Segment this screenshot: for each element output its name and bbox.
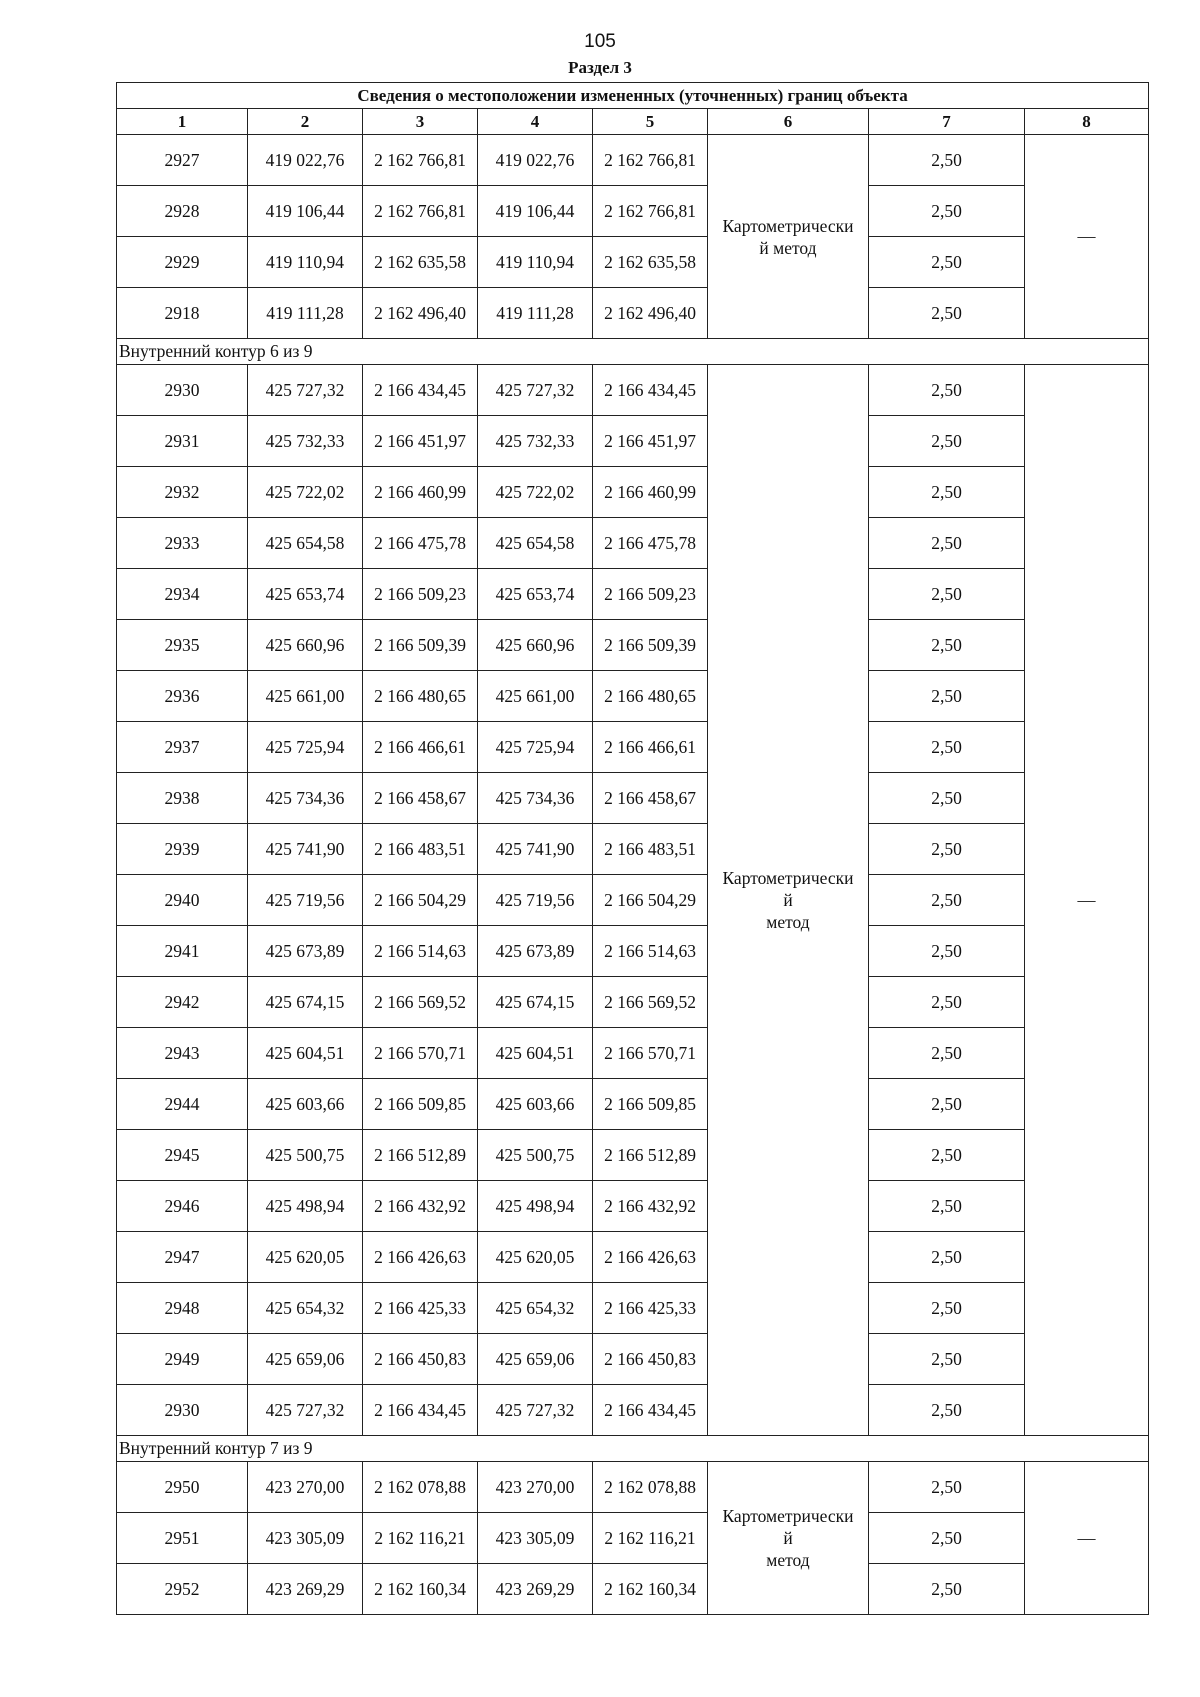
table-cell: 2,50 (869, 824, 1025, 875)
table-cell: 2 166 509,23 (363, 569, 478, 620)
table-cell: 2945 (117, 1130, 248, 1181)
table-cell: 2,50 (869, 1079, 1025, 1130)
table-cell: 2,50 (869, 1385, 1025, 1436)
table-cell: 2935 (117, 620, 248, 671)
table-cell: 2952 (117, 1564, 248, 1615)
table-cell: 425 654,32 (248, 1283, 363, 1334)
table-row (117, 467, 1149, 518)
table-cell: 2 166 480,65 (363, 671, 478, 722)
table-cell: 2,50 (869, 518, 1025, 569)
table-cell: 2942 (117, 977, 248, 1028)
table-cell: 425 725,94 (478, 722, 593, 773)
table-cell: 2 162 635,58 (363, 237, 478, 288)
table-cell: 2 162 116,21 (363, 1513, 478, 1564)
table-cell: 2936 (117, 671, 248, 722)
table-cell: 2950 (117, 1462, 248, 1513)
column-header: 7 (869, 109, 1025, 135)
table-row (117, 1513, 1149, 1564)
table-cell: 2,50 (869, 186, 1025, 237)
method-cell (708, 1462, 869, 1615)
table-cell: 2943 (117, 1028, 248, 1079)
table-cell: 2 166 514,63 (593, 926, 708, 977)
table-cell: 425 498,94 (248, 1181, 363, 1232)
table-cell: 2 166 483,51 (363, 824, 478, 875)
table-cell: 2 166 460,99 (593, 467, 708, 518)
column-header: 5 (593, 109, 708, 135)
table-cell: 2 166 509,85 (593, 1079, 708, 1130)
table-cell: 2 166 434,45 (593, 365, 708, 416)
table-cell: 2 162 078,88 (593, 1462, 708, 1513)
table-cell: 425 722,02 (478, 467, 593, 518)
table-cell: 2 166 432,92 (363, 1181, 478, 1232)
table-cell: 425 734,36 (478, 773, 593, 824)
table-cell: 2 166 434,45 (363, 1385, 478, 1436)
table-cell: 2929 (117, 237, 248, 288)
table-cell: 423 305,09 (478, 1513, 593, 1564)
table-cell: 2944 (117, 1079, 248, 1130)
table-cell: 425 654,32 (478, 1283, 593, 1334)
table-cell: 425 725,94 (248, 722, 363, 773)
table-row (117, 620, 1149, 671)
table-cell: 2,50 (869, 288, 1025, 339)
table-cell: 2,50 (869, 416, 1025, 467)
contour-row (117, 339, 1149, 365)
table-cell: 425 604,51 (248, 1028, 363, 1079)
method-cell (708, 135, 869, 339)
table-cell: 425 661,00 (248, 671, 363, 722)
column-header: 2 (248, 109, 363, 135)
table-cell: 2,50 (869, 467, 1025, 518)
table-cell: 2 166 504,29 (593, 875, 708, 926)
table-cell: 2 166 425,33 (593, 1283, 708, 1334)
table-row (117, 875, 1149, 926)
table-row (117, 1283, 1149, 1334)
table-cell: 425 673,89 (478, 926, 593, 977)
table-cell: 2,50 (869, 1334, 1025, 1385)
table-row (117, 1564, 1149, 1615)
table-cell: 425 722,02 (248, 467, 363, 518)
table-cell: 425 719,56 (478, 875, 593, 926)
table-cell: 2 166 451,97 (593, 416, 708, 467)
table-cell: 2,50 (869, 1283, 1025, 1334)
table-cell: 2 166 509,23 (593, 569, 708, 620)
table-cell: 2 162 766,81 (363, 186, 478, 237)
table-cell: 2941 (117, 926, 248, 977)
table-cell: 2 166 509,85 (363, 1079, 478, 1130)
table-cell: 2,50 (869, 569, 1025, 620)
note-cell: — (1025, 365, 1149, 1436)
table-cell: 423 270,00 (248, 1462, 363, 1513)
table-cell: 2930 (117, 365, 248, 416)
table-cell: 2 166 460,99 (363, 467, 478, 518)
contour-label: Внутренний контур 7 из 9 (117, 1436, 1149, 1462)
table-cell: 2918 (117, 288, 248, 339)
table-cell: 425 660,96 (478, 620, 593, 671)
table-row (117, 977, 1149, 1028)
table-cell: 2 166 434,45 (593, 1385, 708, 1436)
table-body (117, 135, 1149, 1615)
table-row (117, 288, 1149, 339)
table-cell: 425 732,33 (478, 416, 593, 467)
table-cell: 425 741,90 (248, 824, 363, 875)
table-cell: 419 022,76 (248, 135, 363, 186)
table-cell: 425 719,56 (248, 875, 363, 926)
table-cell: 2949 (117, 1334, 248, 1385)
column-header: 6 (708, 109, 869, 135)
table-cell: 2 162 766,81 (593, 186, 708, 237)
table-row (117, 518, 1149, 569)
table-cell: 2 166 425,33 (363, 1283, 478, 1334)
table-cell: 2,50 (869, 773, 1025, 824)
table-cell: 2931 (117, 416, 248, 467)
table-cell: 425 659,06 (478, 1334, 593, 1385)
table-row (117, 1385, 1149, 1436)
table-cell: 2 166 483,51 (593, 824, 708, 875)
table-cell: 2 166 509,39 (363, 620, 478, 671)
table-cell: 2 166 514,63 (363, 926, 478, 977)
table-row (117, 824, 1149, 875)
table-cell: 423 305,09 (248, 1513, 363, 1564)
table-row (117, 671, 1149, 722)
table-cell: 2 166 426,63 (593, 1232, 708, 1283)
table-cell: 2946 (117, 1181, 248, 1232)
table-cell: 425 741,90 (478, 824, 593, 875)
table-cell: 2 162 496,40 (593, 288, 708, 339)
table-cell: 2,50 (869, 1462, 1025, 1513)
table-cell: 419 110,94 (248, 237, 363, 288)
note-cell: — (1025, 1462, 1149, 1615)
table-cell: 2,50 (869, 1028, 1025, 1079)
table-row (117, 1130, 1149, 1181)
table-cell: 425 674,15 (478, 977, 593, 1028)
contour-row (117, 1436, 1149, 1462)
table-cell: 2 162 116,21 (593, 1513, 708, 1564)
table-cell: 2 166 480,65 (593, 671, 708, 722)
table-cell: 425 661,00 (478, 671, 593, 722)
page-number: 105 (584, 31, 616, 52)
table-cell: 2 166 432,92 (593, 1181, 708, 1232)
table-cell: 2948 (117, 1283, 248, 1334)
table-cell: 425 674,15 (248, 977, 363, 1028)
table-cell: 2933 (117, 518, 248, 569)
table-cell: 423 270,00 (478, 1462, 593, 1513)
table-cell: 2,50 (869, 1130, 1025, 1181)
table-cell: 425 498,94 (478, 1181, 593, 1232)
table-cell: 425 603,66 (478, 1079, 593, 1130)
table-row (117, 569, 1149, 620)
table-cell: 2 166 569,52 (593, 977, 708, 1028)
table-row (117, 773, 1149, 824)
table-row (117, 1028, 1149, 1079)
table-cell: 2 162 766,81 (593, 135, 708, 186)
column-header: 1 (117, 109, 248, 135)
column-header-row (117, 109, 1149, 135)
table-cell: 2,50 (869, 926, 1025, 977)
table-cell: 2947 (117, 1232, 248, 1283)
table-cell: 425 659,06 (248, 1334, 363, 1385)
table-cell: 2 166 450,83 (593, 1334, 708, 1385)
table-cell: 425 727,32 (248, 1385, 363, 1436)
table-cell: 2 162 160,34 (593, 1564, 708, 1615)
table-cell: 2938 (117, 773, 248, 824)
table-cell: 2 166 509,39 (593, 620, 708, 671)
table-cell: 423 269,29 (478, 1564, 593, 1615)
table-row (117, 1232, 1149, 1283)
table-title: Сведения о местоположении измененных (уточненных) границ объекта (117, 83, 1149, 109)
column-header: 8 (1025, 109, 1149, 135)
table-cell: 2,50 (869, 875, 1025, 926)
table-row (117, 926, 1149, 977)
column-header: 4 (478, 109, 593, 135)
table-cell: 2 166 512,89 (363, 1130, 478, 1181)
contour-label: Внутренний контур 6 из 9 (117, 339, 1149, 365)
table-cell: 425 654,58 (478, 518, 593, 569)
table-cell: 425 734,36 (248, 773, 363, 824)
table-row (117, 135, 1149, 186)
table-cell: 2 166 475,78 (363, 518, 478, 569)
section-label: Раздел 3 (568, 58, 632, 77)
table-cell: 425 620,05 (478, 1232, 593, 1283)
table-row (117, 722, 1149, 773)
table-cell: 2 162 635,58 (593, 237, 708, 288)
table-cell: 2940 (117, 875, 248, 926)
table-cell: 2939 (117, 824, 248, 875)
table-cell: 2 162 496,40 (363, 288, 478, 339)
table-cell: 2 166 451,97 (363, 416, 478, 467)
table-cell: 425 732,33 (248, 416, 363, 467)
table-cell: 425 727,32 (248, 365, 363, 416)
table-cell: 2937 (117, 722, 248, 773)
table-cell: 419 111,28 (248, 288, 363, 339)
table-cell: 425 673,89 (248, 926, 363, 977)
table-row (117, 186, 1149, 237)
table-row (117, 365, 1149, 416)
table-cell: 2,50 (869, 1513, 1025, 1564)
method-text: Картометрически й метод (722, 1506, 854, 1570)
table-cell: 2,50 (869, 671, 1025, 722)
table-cell: 419 110,94 (478, 237, 593, 288)
table-cell: 2 166 512,89 (593, 1130, 708, 1181)
table-row (117, 1462, 1149, 1513)
table-cell: 425 660,96 (248, 620, 363, 671)
table-row (117, 1079, 1149, 1130)
table-cell: 2928 (117, 186, 248, 237)
table-cell: 2 166 426,63 (363, 1232, 478, 1283)
table-cell: 2 166 466,61 (593, 722, 708, 773)
table-row (117, 237, 1149, 288)
table-cell: 2951 (117, 1513, 248, 1564)
table-cell: 425 653,74 (248, 569, 363, 620)
table-cell: 2,50 (869, 977, 1025, 1028)
table-cell: 2 166 504,29 (363, 875, 478, 926)
table-cell: 425 500,75 (478, 1130, 593, 1181)
table-cell: 2,50 (869, 365, 1025, 416)
table-row (117, 1181, 1149, 1232)
table-cell: 425 604,51 (478, 1028, 593, 1079)
table-row (117, 1334, 1149, 1385)
note-cell: — (1025, 135, 1149, 339)
table-cell: 2,50 (869, 1232, 1025, 1283)
column-header: 3 (363, 109, 478, 135)
table-cell: 2,50 (869, 1181, 1025, 1232)
table-cell: 425 653,74 (478, 569, 593, 620)
table-cell: 2 162 160,34 (363, 1564, 478, 1615)
table-cell: 419 106,44 (248, 186, 363, 237)
table-cell: 423 269,29 (248, 1564, 363, 1615)
table-cell: 425 620,05 (248, 1232, 363, 1283)
method-text: Картометрически й метод (722, 868, 854, 932)
table-cell: 2 162 766,81 (363, 135, 478, 186)
table-cell: 2,50 (869, 722, 1025, 773)
table-cell: 2927 (117, 135, 248, 186)
table-cell: 2 166 570,71 (363, 1028, 478, 1079)
table-cell: 2 166 570,71 (593, 1028, 708, 1079)
table-cell: 2 162 078,88 (363, 1462, 478, 1513)
table-cell: 419 106,44 (478, 186, 593, 237)
table-cell: 2 166 466,61 (363, 722, 478, 773)
table-cell: 425 500,75 (248, 1130, 363, 1181)
boundary-table (116, 82, 1149, 1615)
table-cell: 425 603,66 (248, 1079, 363, 1130)
table-cell: 2 166 450,83 (363, 1334, 478, 1385)
table-cell: 425 727,32 (478, 365, 593, 416)
table-cell: 419 022,76 (478, 135, 593, 186)
table-cell: 2 166 434,45 (363, 365, 478, 416)
table-cell: 425 727,32 (478, 1385, 593, 1436)
method-text: Картометрически й метод (722, 215, 854, 258)
table-cell: 419 111,28 (478, 288, 593, 339)
table-cell: 2 166 569,52 (363, 977, 478, 1028)
method-cell (708, 365, 869, 1436)
table-cell: 2 166 458,67 (593, 773, 708, 824)
table-cell: 2,50 (869, 1564, 1025, 1615)
table-cell: 2,50 (869, 620, 1025, 671)
table-cell: 2 166 475,78 (593, 518, 708, 569)
table-cell: 2,50 (869, 135, 1025, 186)
table-row (117, 416, 1149, 467)
table-cell: 2,50 (869, 237, 1025, 288)
table-cell: 2930 (117, 1385, 248, 1436)
table-cell: 2 166 458,67 (363, 773, 478, 824)
table-cell: 2932 (117, 467, 248, 518)
table-cell: 2934 (117, 569, 248, 620)
table-cell: 425 654,58 (248, 518, 363, 569)
